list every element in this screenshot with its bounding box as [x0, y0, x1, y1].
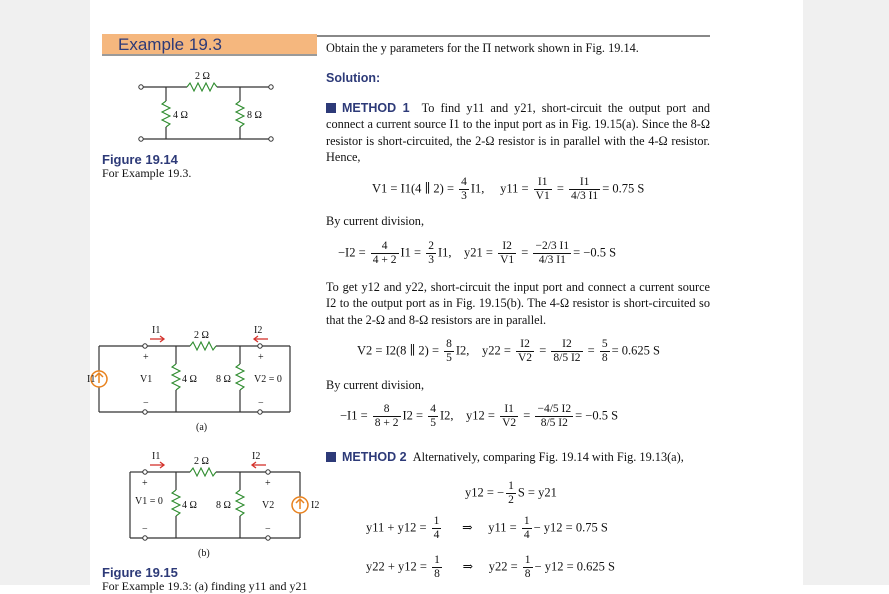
- figure-19-14-circuit: [135, 68, 285, 148]
- label-i1: I1: [152, 325, 161, 336]
- method1-label: METHOD 1: [342, 101, 410, 115]
- label-minus: −: [258, 398, 264, 409]
- equation-6: [366, 515, 608, 542]
- label-i2: I2: [254, 325, 263, 336]
- method2-paragraph: [326, 449, 716, 465]
- terminal-icon: [258, 344, 262, 348]
- eq4-frac1: $\frac{8}{8 + 2}$: [374, 403, 399, 429]
- current-division-1: By current division,: [326, 214, 425, 228]
- label-2-ohm: 2 Ω: [194, 330, 209, 341]
- eq4-ratio: $\frac{I1}{V2}$: [502, 403, 517, 429]
- terminal-icon: [143, 536, 147, 540]
- equation-4: −I1 = $\frac{8}{8 + 2}$ I2 = $\frac{4}{5}$ I2, y12 = $\frac{I1}{V2}$ = $\frac{-4/5 I2}{8/5 I2}$ = −0.5 S: [340, 403, 619, 429]
- header-rule: [317, 35, 710, 37]
- label-i1: I1: [152, 451, 161, 462]
- eq2-left: −I2 =: [338, 245, 369, 260]
- equation-1: V1 = I1(4 ∥ 2) = $\frac{4}{3}$ I1, y11 = $\frac{I1}{V1}$ = $\frac{I1}{4/3 I1}$ = 0.75 S: [372, 176, 645, 202]
- eq4-left: −I1 =: [340, 408, 371, 423]
- eq3-result: = 0.625 S: [611, 343, 660, 358]
- implies-icon: ⇒: [462, 520, 473, 535]
- eq5-fraction: $\frac{1}{2}$: [508, 480, 514, 506]
- terminal-icon: [139, 85, 143, 89]
- equation-3: V2 = I2(8 ∥ 2) = $\frac{8}{5}$ I2, y22 = $\frac{I2}{V2}$ = $\frac{I2}{8/5 I2}$ = $\frac{5}{8}$ = 0.625 S: [357, 338, 660, 364]
- resistor-2-ohm: [190, 468, 216, 476]
- left-margin: [0, 0, 90, 585]
- subfigure-b-label: (b): [198, 548, 210, 559]
- method2-text: Alternatively, comparing Fig. 19.14 with Fig. 19.13(a),: [412, 450, 684, 464]
- terminal-icon: [139, 137, 143, 141]
- eq4-ratio2: $\frac{-4/5 I2}{8/5 I2}$: [537, 403, 572, 429]
- method1-paragraph-2: To get y12 and y22, short-circuit the input port and connect a current source I2 to the output port as in Fig. 19.15(b). The 4-Ω resistor is short-circuited so that the 2-Ω and 8-Ω resistors are in parallel.: [326, 280, 710, 327]
- eq7-r-right: − y12 = 0.625 S: [534, 559, 615, 574]
- terminal-icon: [269, 85, 273, 89]
- method1-text: To find y11 and y21, short-circuit the output port and connect a current source I1 to the input port as in Fig. 19.15(a). Since the 8-Ω resistor is short-circuited, the 2-Ω resistor is in parallel with the 4-Ω resistor. Hence,: [326, 101, 711, 164]
- resistor-4-ohm: [172, 364, 180, 390]
- eq6-fraction: $\frac{1}{4}$: [433, 515, 440, 541]
- subfigure-a-label: (a): [196, 422, 208, 433]
- equation-7: [366, 554, 615, 581]
- figure-19-15-label: Figure 19.15: [102, 565, 178, 580]
- resistor-2-ohm: [187, 83, 217, 91]
- resistor-4-ohm: [172, 490, 180, 516]
- label-4-ohm: 4 Ω: [173, 110, 188, 121]
- label-4-ohm: 4 Ω: [182, 374, 197, 385]
- eq3-fraction: $\frac{8}{5}$: [446, 338, 452, 364]
- resistor-8-ohm: [236, 101, 244, 127]
- resistor-2-ohm: [190, 342, 216, 350]
- figure-19-14-label: Figure 19.14: [102, 152, 178, 167]
- figure-19-15-caption: For Example 19.3: (a) finding y11 and y21: [102, 579, 308, 593]
- eq7-r-left: y22 =: [488, 559, 521, 574]
- example-title: Example 19.3: [118, 35, 222, 54]
- eq7-fraction: $\frac{1}{8}$: [434, 554, 440, 580]
- terminal-icon: [269, 137, 273, 141]
- figure-19-15b-circuit: [90, 448, 320, 558]
- method-square-icon: [326, 452, 336, 462]
- problem-statement: Obtain the y parameters for the Π network shown in Fig. 19.14.: [326, 41, 639, 55]
- label-plus: +: [258, 352, 264, 363]
- solution-label: Solution:: [326, 71, 381, 85]
- eq5-right: S = y21: [517, 485, 557, 500]
- eq2-ratio2: $\frac{-2/3 I1}{4/3 I1}$: [535, 240, 570, 266]
- label-plus: +: [143, 352, 149, 363]
- eq4-result: = −0.5 S: [575, 408, 619, 423]
- eq6-r-left: y11 =: [488, 520, 520, 535]
- terminal-icon: [266, 470, 270, 474]
- label-8-ohm: 8 Ω: [216, 500, 231, 511]
- eq6-r-fraction: $\frac{1}{4}$: [523, 515, 530, 541]
- label-8-ohm: 8 Ω: [216, 374, 231, 385]
- eq2-y: y21 =: [464, 245, 497, 260]
- eq1-ratio2: $\frac{I1}{4/3 I1}$: [571, 176, 599, 202]
- figure-19-14-caption: For Example 19.3.: [102, 166, 192, 180]
- eq3-y: y22 =: [481, 343, 514, 358]
- eq1-left: V1 = I1(4 ∥ 2) =: [372, 181, 458, 196]
- eq1-ratio: $\frac{I1}{V1}$: [535, 176, 550, 202]
- eq1-right: I1,: [470, 181, 485, 196]
- eq5-left: y12 = −: [465, 485, 505, 500]
- eq3-right: I2,: [455, 343, 470, 358]
- label-minus: −: [265, 524, 271, 535]
- eq4-frac2: $\frac{4}{5}$: [430, 403, 436, 429]
- eq7-r-fraction: $\frac{1}{8}$: [524, 554, 531, 580]
- resistor-8-ohm: [236, 490, 244, 516]
- eq4-right: I2,: [439, 408, 454, 423]
- label-plus: +: [265, 478, 271, 489]
- terminal-icon: [143, 410, 147, 414]
- terminal-icon: [143, 470, 147, 474]
- eq3-ratio2: $\frac{I2}{8/5 I2}$: [553, 338, 581, 364]
- label-v1: V1 = 0: [135, 496, 163, 507]
- label-i2: I2: [252, 451, 261, 462]
- eq3-left: V2 = I2(8 ∥ 2) =: [357, 343, 443, 358]
- eq6-r-right: − y12 = 0.75 S: [533, 520, 608, 535]
- terminal-icon: [258, 410, 262, 414]
- implies-icon: ⇒: [462, 559, 474, 574]
- label-minus: −: [143, 398, 149, 409]
- eq3-ratio: $\frac{I2}{V2}$: [518, 338, 533, 364]
- label-source-i1: I1: [87, 374, 96, 385]
- eq1-fraction: $\frac{4}{3}$: [461, 176, 467, 202]
- terminal-icon: [143, 344, 147, 348]
- label-v1: V1: [140, 374, 153, 385]
- eq2-ratio: $\frac{I2}{V1}$: [500, 240, 515, 266]
- eq1-y: y11 =: [500, 181, 532, 196]
- eq1-result: = 0.75 S: [602, 181, 645, 196]
- label-v2: V2: [262, 500, 275, 511]
- eq2-frac2: $\frac{2}{3}$: [428, 240, 434, 266]
- right-margin: [803, 0, 889, 585]
- eq2-mid: I1 =: [400, 245, 425, 260]
- label-v2: V2 = 0: [254, 374, 282, 385]
- equation-5: [465, 480, 557, 507]
- current-division-2: By current division,: [326, 378, 425, 392]
- eq4-y: y12 =: [466, 408, 499, 423]
- label-8-ohm: 8 Ω: [247, 110, 262, 121]
- eq2-right: I1,: [437, 245, 452, 260]
- eq2-result: = −0.5 S: [573, 245, 617, 260]
- label-minus: −: [142, 524, 148, 535]
- eq4-mid: I2 =: [402, 408, 427, 423]
- label-plus: +: [142, 478, 148, 489]
- resistor-8-ohm: [236, 364, 244, 390]
- method-square-icon: [326, 103, 336, 113]
- method2-label: METHOD 2: [342, 450, 407, 464]
- eq6-left: y11 + y12 =: [366, 520, 430, 535]
- terminal-icon: [266, 536, 270, 540]
- resistor-4-ohm: [162, 101, 170, 127]
- eq7-left: y22 + y12 =: [366, 559, 431, 574]
- equation-2: −I2 = $\frac{4}{4 + 2}$ I1 = $\frac{2}{3}$ I1, y21 = $\frac{I2}{V1}$ = $\frac{-2/3 I1}{4/3 I1}$ = −0.5 S: [338, 240, 617, 266]
- label-2-ohm: 2 Ω: [195, 71, 210, 82]
- figure-19-15a-circuit: [87, 322, 300, 433]
- eq3-ratio3: $\frac{5}{8}$: [601, 338, 608, 364]
- label-source-i2: I2: [311, 500, 320, 511]
- label-4-ohm: 4 Ω: [182, 500, 197, 511]
- eq2-frac1: $\frac{4}{4 + 2}$: [372, 240, 397, 266]
- label-2-ohm: 2 Ω: [194, 456, 209, 467]
- method1-paragraph: [326, 100, 710, 165]
